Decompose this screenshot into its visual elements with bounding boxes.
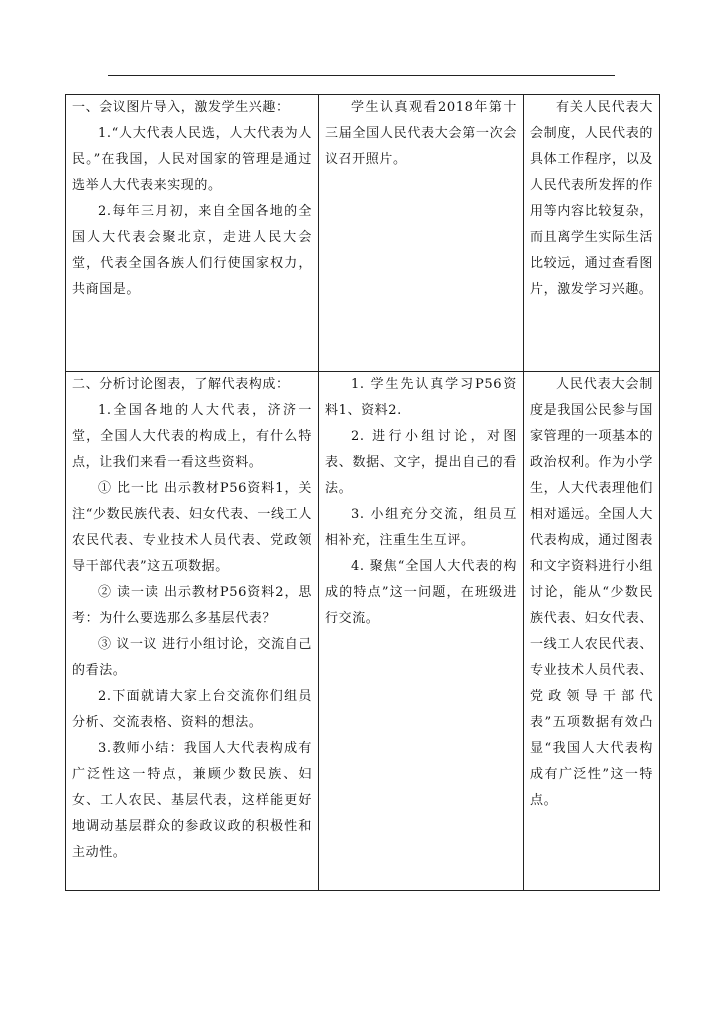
paragraph: 1.“人大代表人民选，人大代表为人民。”在我国，人民对国家的管理是通过选举人大代表来实现的。 [72,126,312,193]
section-heading: 二、分析讨论图表，了解代表构成： [72,377,290,392]
teaching-process-cell [66,95,319,372]
student-activity-cell [319,95,524,372]
paragraph: ③ 议一议 进行小组讨论，交流自己的看法。 [72,637,312,678]
design-intent-cell [524,372,660,891]
table-row [66,95,660,372]
paragraph: 3. 小组充分交流，组员互相补充，注重生生互评。 [325,507,517,548]
paragraph: 4. 聚焦“全国人大代表的构成的特点”这一问题，在班级进行交流。 [325,559,517,626]
student-activity-cell [319,372,524,891]
paragraph: 1. 学生先认真学习P56资料1、资料2. [325,377,517,418]
paragraph: 2. 进行小组讨论，对图表、数据、文字，提出自己的看法。 [325,429,517,496]
paragraph: 学生认真观看2018年第十三届全国人民代表大会第一次会议召开照片。 [325,100,517,167]
paragraph: ② 读一读 出示教材P56资料2，思考：为什么要选那么多基层代表？ [72,585,312,626]
teaching-process-cell [66,372,319,891]
header-rule [108,75,615,76]
paragraph: 2.下面就请大家上台交流你们组员分析、交流表格、资料的想法。 [72,689,312,730]
table-row [66,372,660,891]
design-intent-cell [524,95,660,372]
paragraph: 1.全国各地的人大代表，济济一堂，全国人大代表的构成上，有什么特点，让我们来看一看这些资料。 [72,403,312,470]
paragraph: ① 比一比 出示教材P56资料1，关注“少数民族代表、妇女代表、一线工人农民代表、专业技术人员代表、党政领导干部代表”这五项数据。 [72,481,312,574]
lesson-plan-table [65,94,660,891]
paragraph: 人民代表大会制度是我国公民参与国家管理的一项基本的政治权利。作为小学生，人大代表理他们相对遥远。全国人大代表构成，通过图表和文字资料进行小组讨论，能从“少数民族代表、妇女代表、一线工人农民代表、专业技术人员代表、党政领导干部代表”五项数据有效凸显“我国人大代表构成有广泛性”这一特点。 [530,377,653,808]
paragraph: 有关人民代表大会制度，人民代表的具体工作程序，以及人民代表所发挥的作用等内容比较复杂，而且离学生实际生活比较远，通过查看图片，激发学习兴趣。 [530,100,653,297]
paragraph: 3.教师小结：我国人大代表构成有广泛性这一特点，兼顾少数民族、妇女、工人农民、基层代表，这样能更好地调动基层群众的参政议政的积极性和主动性。 [72,741,312,860]
section-heading: 一、会议图片导入，激发学生兴趣： [72,100,290,115]
paragraph: 2.每年三月初，来自全国各地的全国人大代表会聚北京，走进人民大会堂，代表全国各族人们行使国家权力，共商国是。 [72,204,312,297]
